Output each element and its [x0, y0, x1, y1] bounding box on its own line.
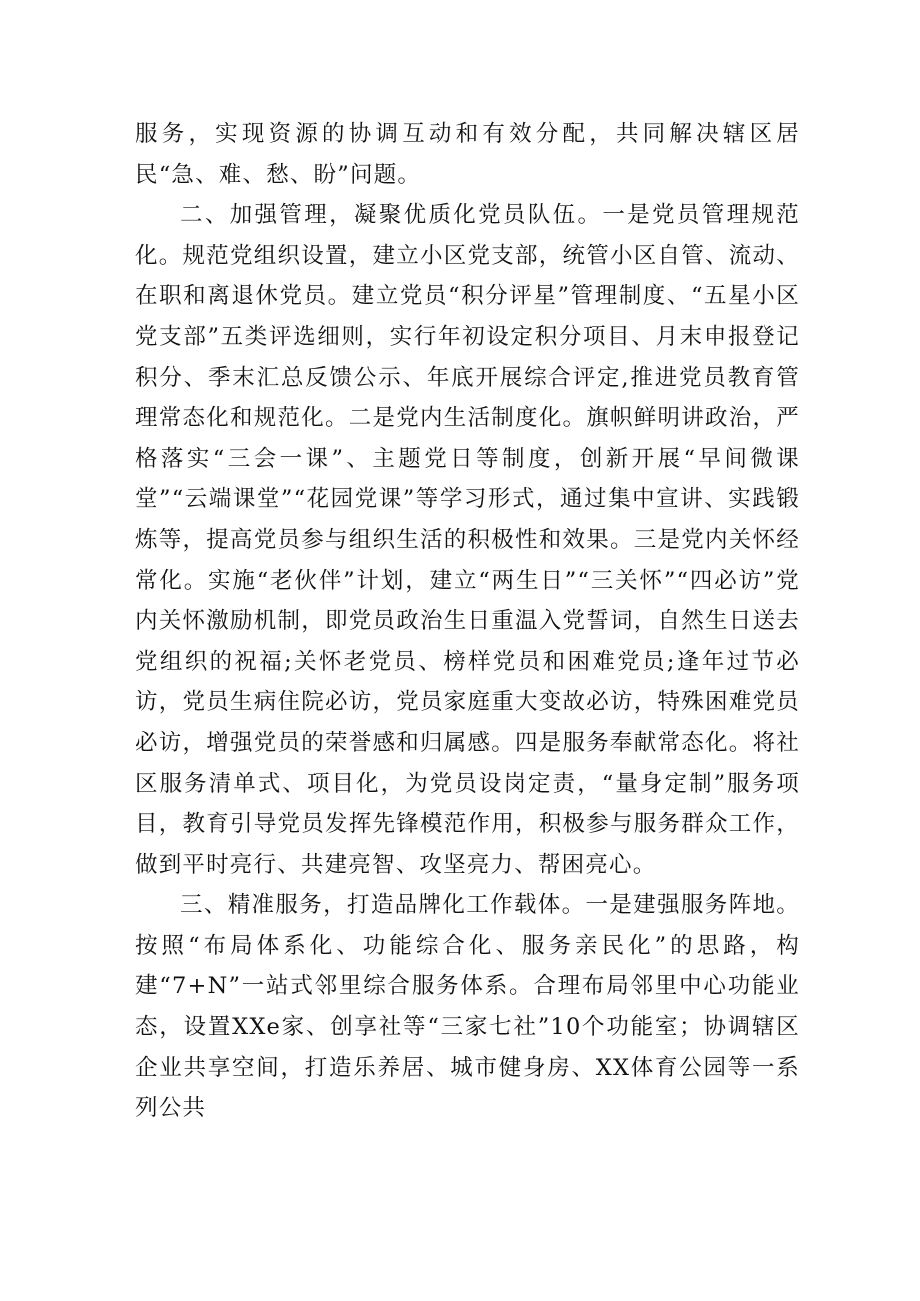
- paragraph-section-three: 三、精准服务，打造品牌化工作载体。一是建强服务阵地。按照“布局体系化、功能综合化、服务亲民化”的思路，构建“7+N”一站式邻里综合服务体系。合理布局邻里中心功能业态，设置XXe家、创享社等“三家七社”10个功能室；协调辖区企业共享空间，打造乐养居、城市健身房、XX体育公园等一系列公共: [135, 892, 800, 1122]
- document-body: [135, 114, 800, 1129]
- paragraph-section-two: 二、加强管理，凝聚优质化党员队伍。一是党员管理规范化。规范党组织设置，建立小区党支部，统管小区自管、流动、在职和离退休党员。建立党员“积分评星”管理制度、“五星小区党支部”五类评选细则，实行年初设定积分项目、月末申报登记积分、季末汇总反馈公示、年底开展综合评定,推进党员教育管理常态化和规范化。二是党内生活制度化。旗帜鲜明讲政治，严格落实“三会一课”、主题党日等制度，创新开展“早间微课堂”“云端课堂”“花园党课”等学习形式，通过集中宣讲、实践锻炼等，提高党员参与组织生活的积极性和效果。三是党内关怀经常化。实施“老伙伴”计划，建立“两生日”“三关怀”“四必访”党内关怀激励机制，即党员政治生日重温入党誓词，自然生日送去党组织的祝福;关怀老党员、榜样党员和困难党员;逢年过节必访，党员生病住院必访，党员家庭重大变故必访，特殊困难党员必访，增强党员的荣誉感和归属感。四是服务奉献常态化。将社区服务清单式、项目化，为党员设岗定责，“量身定制”服务项目，教育引导党员发挥先锋模范作用，积极参与服务群众工作，做到平时亮行、共建亮智、攻坚亮力、帮困亮心。: [135, 202, 800, 878]
- paragraph-continuation: 服务，实现资源的协调互动和有效分配，共同解决辖区居民“急、难、愁、盼”问题。: [135, 121, 800, 188]
